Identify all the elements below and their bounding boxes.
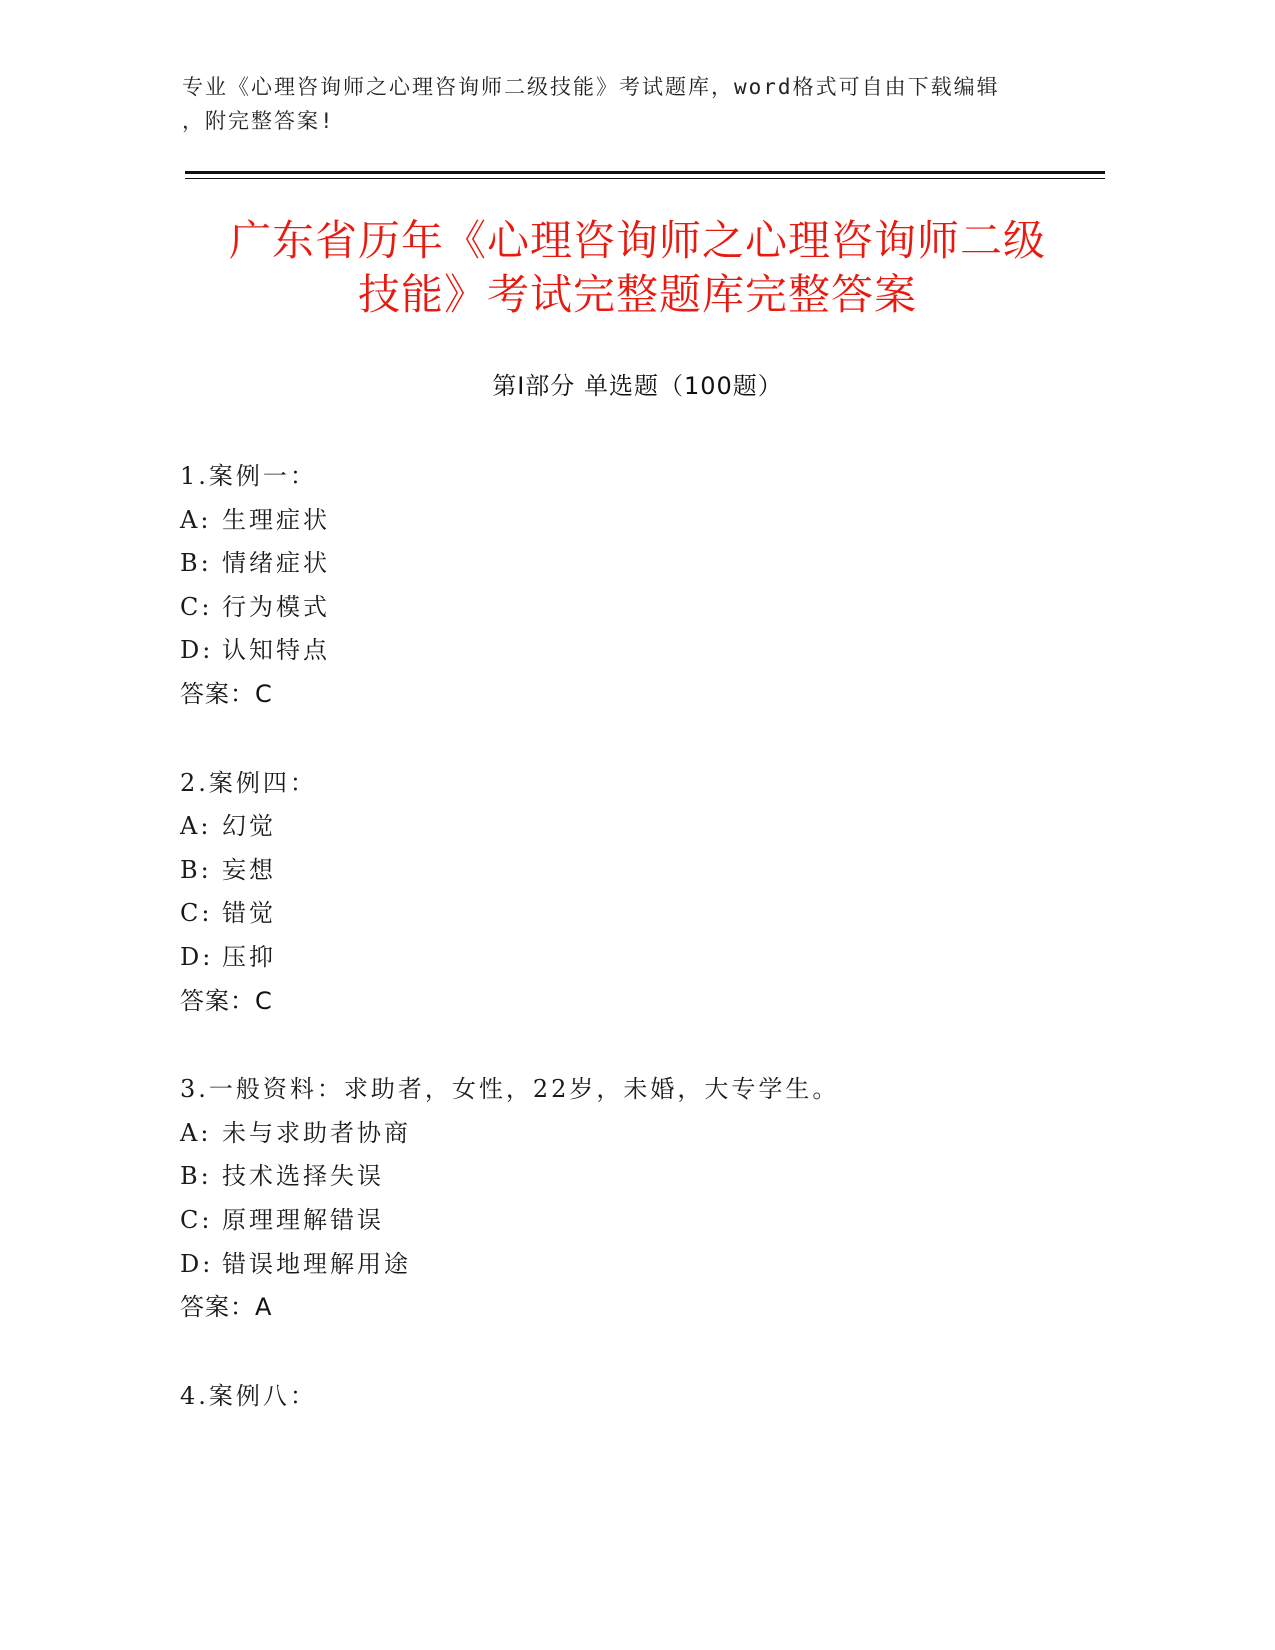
option-text: 原理理解错误	[222, 1205, 384, 1234]
option-b	[180, 1155, 1080, 1199]
document-title-line-1: 广东省历年《心理咨询师之心理咨询师二级	[228, 216, 1046, 265]
option-text: 错觉	[222, 899, 276, 928]
option-text: 行为模式	[222, 592, 330, 621]
option-text: 幻觉	[222, 812, 276, 841]
option-text: 技术选择失误	[222, 1162, 384, 1191]
option-b	[180, 849, 1080, 893]
header-note-line-1: 专业《心理咨询师之心理咨询师二级技能》考试题库，word格式可自由下载编辑	[182, 75, 1000, 99]
header-note	[182, 70, 1062, 138]
option-a	[180, 1112, 1080, 1156]
question-1	[180, 455, 1080, 717]
document-title-line-2: 技能》考试完整题库完整答案	[357, 270, 917, 319]
option-c	[180, 586, 1080, 630]
option-letter: A:	[180, 1118, 212, 1147]
option-d	[180, 629, 1080, 673]
option-letter: D:	[180, 1249, 214, 1278]
question-list	[180, 455, 1080, 1463]
option-a	[180, 805, 1080, 849]
document-title	[150, 214, 1125, 322]
question-2	[180, 762, 1080, 1024]
header-divider-thick	[185, 171, 1105, 174]
option-text: 未与求助者协商	[222, 1118, 411, 1147]
option-letter: A:	[180, 812, 212, 841]
answer-line: 答案：C	[180, 986, 273, 1015]
header-note-line-2: ，附完整答案!	[182, 109, 335, 133]
section-heading: 第Ⅰ部分 单选题（100题）	[492, 372, 783, 400]
option-b	[180, 542, 1080, 586]
option-text: 错误地理解用途	[222, 1249, 411, 1278]
header-divider-thin	[185, 178, 1105, 179]
answer-line: 答案：C	[180, 679, 273, 708]
option-c	[180, 892, 1080, 936]
question-stem: 3.一般资料：求助者，女性，22岁，未婚，大专学生。	[180, 1075, 840, 1104]
option-text: 认知特点	[222, 636, 330, 665]
option-d	[180, 936, 1080, 980]
option-letter: C:	[180, 899, 213, 928]
option-letter: A:	[180, 505, 212, 534]
option-text: 生理症状	[222, 505, 330, 534]
question-stem: 1.案例一：	[180, 462, 317, 490]
answer-line: 答案：A	[180, 1293, 273, 1322]
option-text: 情绪症状	[222, 549, 330, 578]
option-d	[180, 1243, 1080, 1287]
option-a	[180, 499, 1080, 543]
question-stem: 2.案例四：	[180, 768, 317, 797]
option-letter: D:	[180, 636, 214, 665]
option-letter: B:	[180, 855, 212, 884]
option-c	[180, 1199, 1080, 1243]
question-3	[180, 1068, 1080, 1330]
option-letter: C:	[180, 1205, 213, 1234]
question-4	[180, 1375, 1080, 1419]
option-letter: B:	[180, 549, 212, 578]
option-text: 压抑	[222, 942, 276, 971]
option-letter: D:	[180, 942, 214, 971]
option-letter: C:	[180, 592, 213, 621]
option-letter: B:	[180, 1162, 212, 1191]
question-stem: 4.案例八：	[180, 1381, 317, 1410]
option-text: 妄想	[222, 855, 276, 884]
